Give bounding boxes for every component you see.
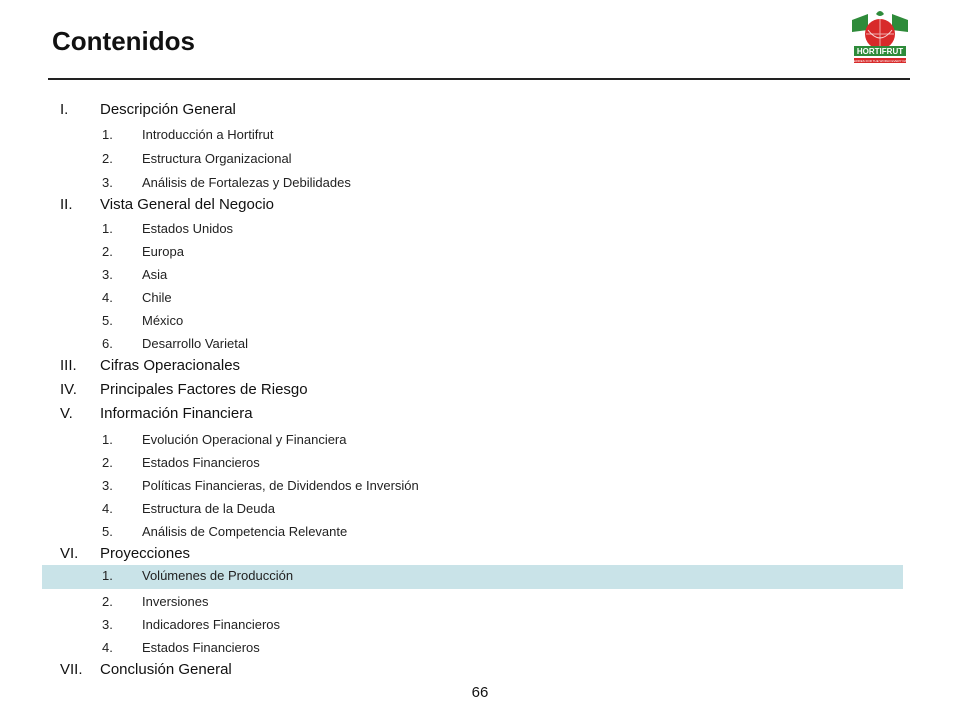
toc-subsection: [42, 521, 903, 543]
toc-number: 1.: [102, 221, 113, 236]
toc-section: [42, 544, 903, 566]
toc-label: Europa: [142, 244, 184, 259]
toc-subsection: [42, 333, 903, 355]
toc-subsection: [42, 124, 903, 146]
toc-label: Chile: [142, 290, 172, 305]
toc-label: Análisis de Fortalezas y Debilidades: [142, 175, 351, 190]
toc-subsection: [42, 241, 903, 263]
toc-section: [42, 660, 903, 682]
toc-label: Inversiones: [142, 594, 209, 609]
toc-label: Análisis de Competencia Relevante: [142, 524, 348, 539]
toc-number: 3.: [102, 617, 113, 632]
toc-number: 3.: [102, 478, 113, 493]
toc-label: Vista General del Negocio: [100, 196, 274, 213]
toc-section: [42, 356, 903, 378]
toc-number: 3.: [102, 267, 113, 282]
toc-label: Estructura Organizacional: [142, 151, 292, 166]
toc-subsection: [42, 287, 903, 309]
toc-label: Descripción General: [100, 101, 236, 118]
toc-number: III.: [60, 357, 77, 374]
toc-subsection: [42, 310, 903, 332]
toc-label: Información Financiera: [100, 405, 253, 422]
toc-subsection: [42, 475, 903, 497]
logo-tagline: BERRIES FOR THE WORLD EVERY DAY: [851, 59, 909, 63]
toc-label: Introducción a Hortifrut: [142, 127, 274, 142]
toc-subsection: [42, 498, 903, 520]
page-title: Contenidos: [52, 26, 195, 56]
toc-number: 6.: [102, 336, 113, 351]
toc-number: 5.: [102, 313, 113, 328]
toc-subsection: [42, 218, 903, 240]
toc-number: VI.: [60, 545, 79, 562]
toc-number: 1.: [102, 127, 113, 142]
toc-label: Asia: [142, 267, 168, 282]
toc-label: Cifras Operacionales: [100, 357, 241, 374]
toc-number: II.: [60, 196, 73, 213]
toc-label: Políticas Financieras, de Dividendos e Inversión: [142, 478, 419, 493]
toc-subsection: [42, 565, 903, 589]
toc-subsection: [42, 637, 903, 659]
toc-label: Evolución Operacional y Financiera: [142, 432, 347, 447]
toc-subsection: [42, 429, 903, 451]
toc-number: 4.: [102, 640, 113, 655]
toc-section: [42, 100, 903, 122]
toc-number: IV.: [60, 381, 77, 398]
toc-number: V.: [60, 405, 73, 422]
toc-number: 1.: [102, 432, 113, 447]
toc-label: Proyecciones: [100, 545, 191, 562]
toc-number: I.: [60, 101, 69, 118]
toc-label: México: [142, 313, 184, 328]
toc-subsection: [42, 591, 903, 613]
toc-subsection: [42, 614, 903, 636]
toc-subsection: [42, 148, 903, 170]
logo-text: HORTIFRUT: [856, 47, 904, 56]
toc-label: Estados Financieros: [142, 455, 260, 470]
toc-number: 5.: [102, 524, 113, 539]
toc-label: Indicadores Financieros: [142, 617, 281, 632]
toc-number: 1.: [102, 568, 113, 583]
toc-label: Estructura de la Deuda: [142, 501, 275, 516]
toc-number: 2.: [102, 594, 113, 609]
toc-number: 4.: [102, 290, 113, 305]
toc-section: [42, 380, 903, 402]
toc-label: Estados Unidos: [142, 221, 234, 236]
toc-number: VII.: [60, 661, 83, 678]
toc-section: [42, 195, 903, 217]
toc-label: Desarrollo Varietal: [142, 336, 248, 351]
toc-label: Conclusión General: [100, 661, 232, 678]
toc-section: [42, 404, 903, 426]
toc-subsection: [42, 172, 903, 194]
toc-number: 2.: [102, 244, 113, 259]
toc-label: Volúmenes de Producción: [142, 568, 294, 583]
toc-number: 3.: [102, 175, 113, 190]
toc-number: 4.: [102, 501, 113, 516]
toc-number: 2.: [102, 151, 113, 166]
toc-label: Principales Factores de Riesgo: [100, 381, 308, 398]
page-number: 66: [471, 684, 489, 701]
toc-subsection: [42, 452, 903, 474]
toc-subsection: [42, 264, 903, 286]
toc-label: Estados Financieros: [142, 640, 260, 655]
toc-number: 2.: [102, 455, 113, 470]
